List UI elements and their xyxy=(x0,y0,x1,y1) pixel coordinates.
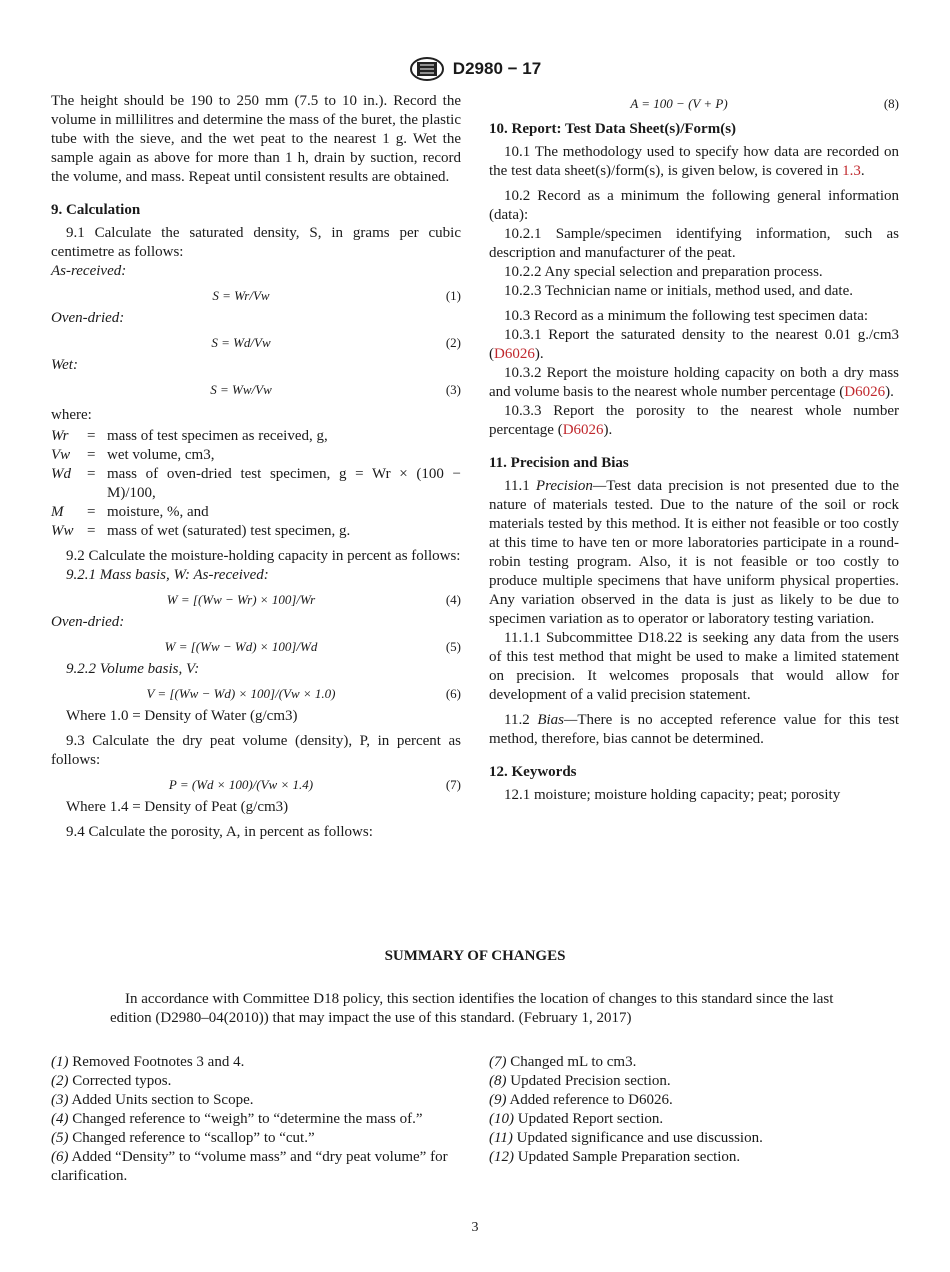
oven-dried-label: Oven-dried: xyxy=(51,310,125,326)
equation-3-expr: S = Ww/Vw xyxy=(210,381,272,397)
change-number: (2) xyxy=(51,1073,69,1089)
definition-item xyxy=(51,446,461,465)
change-number: (1) xyxy=(51,1054,69,1070)
equation-5 xyxy=(51,635,461,657)
definition-equals: = xyxy=(87,466,96,482)
change-text: Updated significance and use discussion. xyxy=(516,1130,763,1146)
paragraph-10-1-text: 10.1 The methodology used to specify how data are recorded on the test data sheet(s)/form(s), is given below, is covered in xyxy=(489,144,899,179)
equation-2-expr: S = Wd/Vw xyxy=(211,334,271,350)
section-10-heading: 10. Report: Test Data Sheet(s)/Form(s) xyxy=(489,121,737,137)
paragraph-10-2-3: 10.2.3 Technician name or initials, method used, and date. xyxy=(504,283,853,299)
standard-designation: D2980 − 17 xyxy=(452,59,542,78)
change-number: (5) xyxy=(51,1130,69,1146)
paragraph-9-2-1: 9.2.1 Mass basis, W: As-received: xyxy=(66,567,269,583)
paragraph-10-2-2: 10.2.2 Any special selection and preparation process. xyxy=(504,264,823,280)
definition-item xyxy=(51,522,461,541)
equation-4 xyxy=(51,588,461,610)
oven-dried-label-2: Oven-dried: xyxy=(51,614,125,630)
change-item xyxy=(489,1091,904,1110)
bias-label: Bias— xyxy=(537,712,578,728)
equation-1 xyxy=(51,284,461,306)
paragraph-10-3-3-text: 10.3.3 Report the porosity to the nearest whole number percentage xyxy=(489,403,899,438)
definition-equals: = xyxy=(87,447,96,463)
change-number: (11) xyxy=(489,1130,513,1146)
definition-symbol: Ww xyxy=(51,523,74,539)
precision-label: Precision— xyxy=(535,478,607,494)
summary-intro: In accordance with Committee D18 policy, this section identifies the location of changes to this standard since the last edition (D2980–04(2010)) that may impact the use of this standard. (February 1, 2017) xyxy=(110,991,834,1026)
link-d6026[interactable]: D6026 xyxy=(562,422,604,438)
definition-symbol: Wr xyxy=(51,428,69,444)
change-text: Updated Precision section. xyxy=(510,1073,671,1089)
paragraph-11-2: 11.2 Bias—There is no accepted reference value for this test method, therefore, bias cannot be determined. xyxy=(489,712,899,747)
paragraph-continued: The height should be 190 to 250 mm (7.5 to 10 in.). Record the volume in millilitres and determine the mass of the buret, the plastic tube with the sieve, and the wet peat to the nearest 1 g. Wet the sample again as above for more than 1 h, drain by suction, record the volume, and mass. Repeat until consistent results are obtained. xyxy=(51,93,461,185)
change-text: Removed Footnotes 3 and 4. xyxy=(72,1054,245,1070)
change-text: Added reference to D6026. xyxy=(509,1092,673,1108)
change-number: (6) xyxy=(51,1149,69,1165)
change-text: Updated Report section. xyxy=(517,1111,664,1127)
definition-symbol: Vw xyxy=(51,447,71,463)
change-text: Changed reference to “scallop” to “cut.” xyxy=(72,1130,315,1146)
change-number: (7) xyxy=(489,1054,507,1070)
equation-2-number: (2) xyxy=(445,334,461,350)
right-column xyxy=(489,92,899,805)
paragraph-10-1: 10.1 The methodology used to specify how data are recorded on the test data sheet(s)/form(s), is given below, is covered in 1.3. xyxy=(489,144,899,179)
paragraph-10-3-3: 10.3.3 Report the porosity to the nearest whole number percentage (D6026). xyxy=(489,403,899,438)
change-number: (8) xyxy=(489,1073,507,1089)
equation-1-expr: S = Wr/Vw xyxy=(212,287,270,303)
section-12-heading: 12. Keywords xyxy=(489,764,577,780)
summary-title: SUMMARY OF CHANGES xyxy=(384,948,566,964)
bias-text: There is no accepted reference value for this test method, therefore, bias cannot be determined. xyxy=(489,712,899,747)
definition-item xyxy=(51,465,461,503)
paragraph-9-4: 9.4 Calculate the porosity, A, in percent as follows: xyxy=(66,824,373,840)
link-1-3[interactable]: 1.3 xyxy=(842,163,861,179)
change-item xyxy=(51,1148,466,1186)
change-text: Changed reference to “weigh” to “determine the mass of.” xyxy=(72,1111,423,1127)
definition-equals: = xyxy=(87,504,96,520)
equation-1-number: (1) xyxy=(445,287,461,303)
change-item xyxy=(489,1129,904,1148)
change-item xyxy=(51,1091,466,1110)
change-item xyxy=(489,1148,904,1167)
left-column xyxy=(51,92,461,842)
definition-equals: = xyxy=(87,523,96,539)
equation-3 xyxy=(51,378,461,400)
paragraph-9-3: 9.3 Calculate the dry peat volume (density), P, in percent as follows: xyxy=(51,733,461,768)
peat-density-note: Where 1.4 = Density of Peat (g/cm3) xyxy=(66,799,289,815)
changes-list-right xyxy=(489,1053,904,1167)
change-number: (9) xyxy=(489,1092,507,1108)
definition-symbol: M xyxy=(51,504,64,520)
equation-7-expr: P = (Wd × 100)/(Vw × 1.4) xyxy=(168,776,314,792)
water-density-note: Where 1.0 = Density of Water (g/cm3) xyxy=(66,708,298,724)
equation-8-number: (8) xyxy=(883,95,899,111)
section-11-heading: 11. Precision and Bias xyxy=(489,455,629,471)
paragraph-10-3: 10.3 Record as a minimum the following test specimen data: xyxy=(504,308,869,324)
change-text: Changed mL to cm3. xyxy=(510,1054,637,1070)
equation-4-expr: W = [(Ww − Wr) × 100]/Wr xyxy=(166,591,316,607)
equation-5-number: (5) xyxy=(445,638,461,654)
definition-item xyxy=(51,503,461,522)
change-text: Updated Sample Preparation section. xyxy=(517,1149,741,1165)
change-number: (12) xyxy=(489,1149,514,1165)
change-text: Corrected typos. xyxy=(72,1073,172,1089)
definition-item xyxy=(51,427,461,446)
equation-6-expr: V = [(Ww − Wd) × 100]/(Vw × 1.0) xyxy=(146,685,336,701)
change-item xyxy=(489,1110,904,1129)
definition-text: wet volume, cm3, xyxy=(107,447,215,463)
paragraph-12-1: 12.1 moisture; moisture holding capacity; peat; porosity xyxy=(504,787,841,803)
equation-6-number: (6) xyxy=(445,685,461,701)
paragraph-9-1: 9.1 Calculate the saturated density, S, in grams per cubic centimetre as follows: xyxy=(51,225,461,260)
change-text: Added Units section to Scope. xyxy=(71,1092,254,1108)
link-d6026[interactable]: D6026 xyxy=(844,384,886,400)
paragraph-10-3-1-text: 10.3.1 Report the saturated density to the nearest 0.01 g./cm3 xyxy=(504,327,899,343)
change-item xyxy=(51,1129,466,1148)
change-item xyxy=(489,1053,904,1072)
precision-text: Test data precision is not presented due to the nature of materials tested. Due to the nature of the soil or rock materials tested by this method. It is either not feasible or too costly at this time to have ten or more laboratories participate in a round-robin testing program. Also, it is not feasible or too costly to produce multiple specimens that have uniform physical properties. Any variation observed in the data is just as likely to be due to specimen variation as to operator or laboratory testing variation. xyxy=(489,478,899,627)
change-item xyxy=(51,1110,466,1129)
changes-list-left xyxy=(51,1053,466,1186)
definitions-list xyxy=(51,427,461,541)
equation-6 xyxy=(51,682,461,704)
section-9-heading: 9. Calculation xyxy=(51,202,141,218)
change-item xyxy=(51,1072,466,1091)
definition-text: moisture, %, and xyxy=(107,504,209,520)
paragraph-11-1: 11.1 Precision—Test data precision is not presented due to the nature of materials tested. Due to the nature of the soil or rock materials tested by this method. It is either not feasible or too costly at this time to have ten or more laboratories participate in a round-robin testing program. Also, it is not feasible or too costly to produce multiple specimens that have uniform physical properties. Any variation observed in the data is just as likely to be due to specimen variation as to operator or laboratory testing variation. xyxy=(489,478,899,627)
equation-2 xyxy=(51,331,461,353)
paragraph-10-2: 10.2 Record as a minimum the following general information (data): xyxy=(489,188,899,223)
page-number: 3 xyxy=(471,1220,479,1235)
definition-text: mass of oven-dried test specimen, g = Wr × (100 − M)/100, xyxy=(107,466,461,501)
as-received-label: As-received: xyxy=(51,263,127,279)
paragraph-10-3-2: 10.3.2 Report the moisture holding capacity on both a dry mass and volume basis to the nearest whole number percentage (D6026). xyxy=(489,365,899,400)
definition-equals: = xyxy=(87,428,96,444)
link-d6026[interactable]: D6026 xyxy=(494,346,535,362)
change-number: (10) xyxy=(489,1111,514,1127)
equation-5-expr: W = [(Ww − Wd) × 100]/Wd xyxy=(164,638,318,654)
equation-3-number: (3) xyxy=(445,381,461,397)
where-label: where: xyxy=(51,407,92,423)
equation-8 xyxy=(489,92,899,114)
paragraph-9-2: 9.2 Calculate the moisture-holding capacity in percent as follows: xyxy=(66,548,461,564)
change-text: Added “Density” to “volume mass” and “dry peat volume” for clarification. xyxy=(51,1149,448,1184)
equation-8-expr: A = 100 − (V + P) xyxy=(630,95,728,111)
change-number: (4) xyxy=(51,1111,69,1127)
equation-4-number: (4) xyxy=(445,591,461,607)
change-number: (3) xyxy=(51,1092,69,1108)
change-item xyxy=(51,1053,466,1072)
definition-text: mass of test specimen as received, g, xyxy=(107,428,328,444)
paragraph-10-3-1: 10.3.1 Report the saturated density to the nearest 0.01 g./cm3 (D6026). xyxy=(489,327,899,362)
definition-text: mass of wet (saturated) test specimen, g. xyxy=(107,523,351,539)
equation-7 xyxy=(51,773,461,795)
page-header xyxy=(0,56,950,87)
astm-logo-icon xyxy=(409,56,445,82)
paragraph-11-1-1: 11.1.1 Subcommittee D18.22 is seeking any data from the users of this test method that might be used to make a limited statement on precision. It welcomes proposals that would allow for development of a valid precision statement. xyxy=(489,630,899,703)
change-item xyxy=(489,1072,904,1091)
definition-symbol: Wd xyxy=(51,466,71,482)
paragraph-9-2-2: 9.2.2 Volume basis, V: xyxy=(66,661,200,677)
equation-7-number: (7) xyxy=(445,776,461,792)
paragraph-10-3-2-text: 10.3.2 Report the moisture holding capacity on both a dry mass and volume basis to the nearest whole number percentage xyxy=(489,365,899,400)
paragraph-10-2-1: 10.2.1 Sample/specimen identifying information, such as description and manufacturer of the peat. xyxy=(489,226,899,261)
wet-label: Wet: xyxy=(51,357,78,373)
